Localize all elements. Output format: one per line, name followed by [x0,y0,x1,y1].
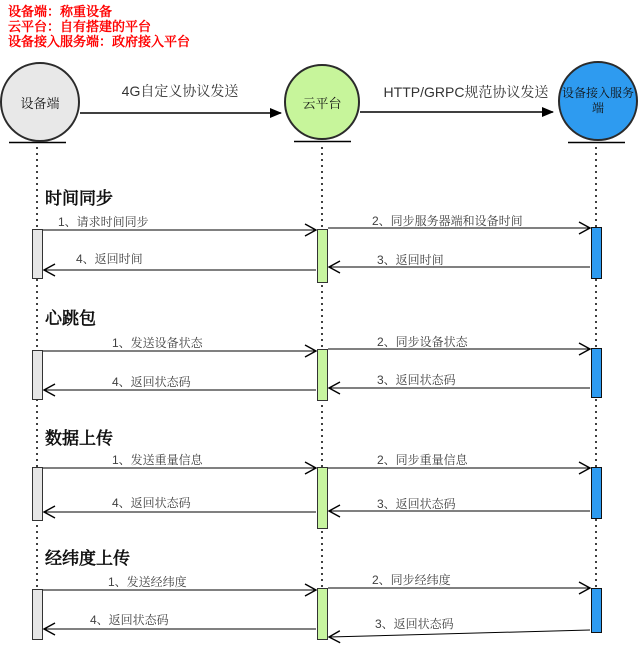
s3-msg3-label: 3、返回状态码 [377,497,456,511]
actor-device-label: 设备端 [20,95,60,111]
activation-bar-cloud-s2 [317,349,328,401]
s4-msg4-label: 4、返回状态码 [90,613,169,627]
legend-line-device: 设备端：称重设备 [8,4,113,19]
legend-line-cloud: 云平台：自有搭建的平台 [8,19,152,34]
actor-cloud-label: 云平台 [302,95,342,111]
s4-msg3-label: 3、返回状态码 [375,617,454,631]
actor-device [0,62,80,142]
actor-server [558,61,638,141]
actor-server-label: 设备接入服务端 [561,86,634,115]
s3-msg1-label: 1、发送重量信息 [112,453,203,467]
activation-bar-server-s3 [591,467,602,519]
activation-bar-device-s1 [32,229,43,279]
activation-bar-server-s2 [591,348,602,398]
s1-msg2-label: 2、同步服务器端和设备时间 [372,214,523,228]
legend-line-server: 设备接入服务端：政府接入平台 [8,34,191,49]
s4-msg1-label: 1、发送经纬度 [108,575,187,589]
section-title-time-sync: 时间同步 [45,189,113,208]
activation-bar-server-s4 [591,588,602,633]
transport-label-cloud-server: HTTP/GRPC规范协议发送 [383,84,549,100]
section-title-heartbeat: 心跳包 [45,309,96,328]
s1-msg3-label: 3、返回时间 [377,253,444,267]
section-title-latlng-upload: 经纬度上传 [45,549,130,568]
section-title-data-upload: 数据上传 [45,429,113,448]
activation-bar-cloud-s4 [317,588,328,640]
s2-msg2-label: 2、同步设备状态 [377,335,468,349]
actor-cloud [284,64,360,140]
s4-msg3-arrow [329,630,590,637]
s4-msg2-label: 2、同步经纬度 [372,573,451,587]
activation-bar-device-s4 [32,589,43,640]
activation-bar-cloud-s3 [317,467,328,529]
transport-label-device-cloud: 4G自定义协议发送 [121,83,239,99]
s1-msg1-label: 1、请求时间同步 [58,215,149,229]
legend [8,4,190,49]
s2-msg1-label: 1、发送设备状态 [112,336,203,350]
s2-msg4-label: 4、返回状态码 [112,375,191,389]
s3-msg4-label: 4、返回状态码 [112,496,191,510]
s3-msg2-label: 2、同步重量信息 [377,453,468,467]
s2-msg3-label: 3、返回状态码 [377,373,456,387]
activation-bar-cloud-s1 [317,229,328,283]
s1-msg4-label: 4、返回时间 [76,252,143,266]
activation-bar-server-s1 [591,227,602,279]
activation-bar-device-s3 [32,467,43,521]
activation-bar-device-s2 [32,350,43,400]
